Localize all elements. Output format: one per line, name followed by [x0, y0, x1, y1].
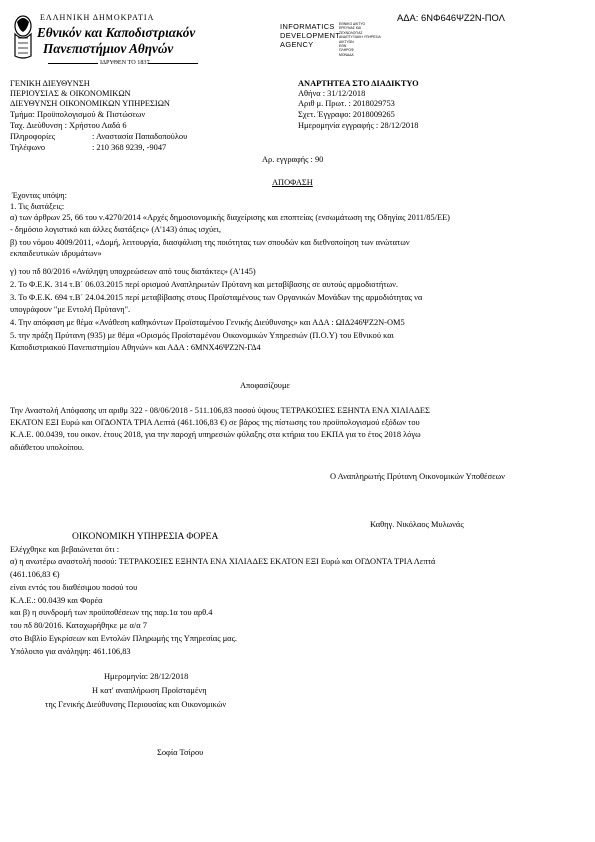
- considering: Έχοντας υπόψη:: [12, 191, 67, 200]
- service-signature-title: Η κατ' αναπλήρωση Προϊσταμένη: [92, 686, 207, 695]
- vice-rector-title: Ο Αναπληρωτής Πρύτανη Οικονομικών Υποθέσεων: [330, 472, 505, 481]
- service-line: Υπόλοιπο για ανάληψη: 461.106,83: [10, 647, 131, 656]
- service-date: Ημερομηνία: 28/12/2018: [104, 672, 189, 681]
- stamp-en-line: DEVELOPMENT: [280, 31, 341, 40]
- service-line: Κ.Α.Ε.: 00.0439 και Φορέα: [10, 596, 103, 605]
- service-line: α) η ανωτέρω αναστολή ποσού: ΤΕΤΡΑΚΟΣΙΕΣ ΕΞΗΝΤΑ ΕΝΑ ΧΙΛΙΑΔΕΣ ΕΚΑΤΟΝ ΕΞΙ Ευρώ και ΟΓΔΟΝΤΑ ΤΡΙΑ Λεπτά: [10, 557, 436, 566]
- item-2: 2. Το Φ.Ε.Κ. 314 τ.Β΄ 06.03.2015 περί ορισμού Αναπληρωτών Πρύτανη και μεταβίβασης σε αυτούς αρμοδιοτήτων.: [10, 280, 398, 289]
- provision-c: γ) του πδ 80/2016 «Ανάληψη υποχρεώσεων από τους διατάκτες» (Α'145): [10, 267, 256, 276]
- stamp-en-line: INFORMATICS: [280, 22, 335, 31]
- stamp-gr-line: ΕΘΝΙΚΟ ΔΙΚΤΥΟ: [339, 22, 366, 26]
- city-date: Αθήνα : 31/12/2018: [298, 89, 366, 98]
- org-general-directorate: ΓΕΝΙΚΗ ΔΙΕΥΘΥΝΣΗ: [10, 79, 90, 88]
- stamp-gr-line: ΕΘΝ: [339, 44, 347, 49]
- vice-rector-name: Καθηγ. Νικόλαος Μυλωνάς: [370, 520, 464, 529]
- stamp-gr-line: ΔΙΚΤΥΩΝ: [339, 39, 354, 44]
- registration-date: Ημερομηνία εγγραφής : 28/12/2018: [298, 121, 419, 130]
- service-line: και β) η συνδρομή των προϋποθέσεων της παρ.1α του αρθ.4: [10, 608, 213, 617]
- service-signature-unit: της Γενικής Διεύθυνσης Περιουσίας και Οικονομικών: [45, 700, 227, 709]
- phone-label: Τηλέφωνο: [10, 143, 46, 152]
- info-value: : Αναστασία Παπαδοπούλου: [92, 132, 188, 141]
- org-property-finance: ΠΕΡΙΟΥΣΙΑΣ & ΟΙΚΟΝΟΜΙΚΩΝ: [10, 89, 131, 98]
- registration-number: Αρ. εγγραφής : 90: [262, 155, 324, 164]
- info-label: Πληροφορίες: [10, 132, 56, 141]
- we-decide: Αποφασίζουμε: [240, 381, 290, 390]
- provisions-heading: 1. Τις διατάξεις:: [10, 202, 65, 211]
- logo-founded: ΙΔΡΥΘΕΝ ΤΟ 1837: [100, 59, 150, 66]
- logo-divider-left: [48, 63, 98, 64]
- provision-b-cont: εκπαιδευτικών ιδρυμάτων»: [10, 249, 102, 258]
- ada-code: ΑΔΑ: 6ΝΦ646ΨΖ2Ν-ΠΟΛ: [397, 12, 505, 23]
- provision-a-cont: - δημόσιο λογιστικό και άλλες διατάξεις» (Α'143) όπως ισχύει,: [10, 225, 221, 234]
- logo-hellenic-republic: ΕΛΛΗΝΙΚΗ ΔΗΜΟΚΡΑΤΙΑ: [40, 13, 155, 22]
- provision-b: β) του νόμου 4009/2011, «Δομή, λειτουργία, διασφάλιση της ποιότητας των σπουδών και διεθνοποίηση των ανώτατων: [10, 238, 410, 247]
- service-line: του πδ 80/2016. Καταχωρήθηκε με α/α 7: [10, 621, 147, 630]
- item-3: 3. Το Φ.Ε.Κ. 694 τ.Β΄ 24.04.2015 περί μεταβίβασης στους Προϊσταμένους των Οργανικών Μονάδων της αρμοδιότητας να: [10, 293, 423, 302]
- service-line: Ελέγχθηκε και βεβαιώνεται ότι :: [10, 545, 120, 554]
- related-document: Σχετ. Έγγραφο: 2018009265: [298, 110, 395, 119]
- item-5: 5. την πράξη Πρύτανη (935) με θέμα «Ορισμός Προϊσταμένου Οικονομικών Υπηρεσιών (Π.Ο.Υ) του Εθνικού και: [10, 331, 394, 340]
- service-line: στο Βιβλίο Εγκρίσεων και Εντολών Πληρωμής της Υπηρεσίας μας.: [10, 634, 237, 643]
- stamp-gr-line: ΤΕΧΝΟΛΟΓΙΑΣ: [339, 30, 363, 35]
- item-4: 4. Την απόφαση με θέμα «Ανάθεση καθηκόντων Προϊσταμένου Γενικής Διεύθυνσης» και ΑΔΑ : ΩΙΔ246ΨΖ2Ν-ΟΜ5: [10, 318, 405, 327]
- decision-title: ΑΠΟΦΑΣΗ: [272, 178, 313, 187]
- item-5-cont: Καποδιστριακού Πανεπιστημίου Αθηνών» και ΑΔΑ : 6ΜΝΧ46ΨΖ2Ν-ΓΔ4: [10, 343, 261, 352]
- protocol-number: Αριθ μ. Πρωτ. : 2018029753: [298, 99, 395, 108]
- stamp-gr-line: ΠΛΗΡΟΦ: [339, 48, 354, 53]
- org-finance-directorate: ΔΙΕΥΘΥΝΣΗ ΟΙΚΟΝΟΜΙΚΩΝ ΥΠΗΡΕΣΙΩΝ: [10, 99, 170, 108]
- service-line: (461.106,83 €): [10, 570, 60, 579]
- org-department: Τμήμα: Προϋπολογισμού & Πιστώσεων: [10, 110, 146, 119]
- logo-university-line2: Πανεπιστήμιον Αθηνών: [43, 41, 174, 56]
- logo-university-line1: Εθνικόν και Καποδιστριακόν: [37, 25, 196, 40]
- stamp-en-line: AGENCY: [280, 40, 314, 49]
- stamp-gr-line: ΕΡΕΥΝΑΣ ΚΑΙ: [339, 26, 362, 31]
- publish-online-heading: ΑΝΑΡΤΗΤΕΑ ΣΤΟ ΔΙΑΔΙΚΤΥΟ: [298, 79, 419, 88]
- service-signer-name: Σοφία Τσίρου: [157, 748, 204, 757]
- decision-body-line: Την Αναστολή Απόφασης υπ αριθμ 322 - 08/06/2018 - 511.106,83 ποσού ύψους ΤΕΤΡΑΚΟΣΙΕΣ ΕΞΗΝΤΑ ΕΝΑ ΧΙΛΙΑΔΕΣ: [10, 406, 430, 415]
- decision-body-line: αδιάθετου υπολοίπου.: [10, 443, 85, 452]
- decision-body-line: Κ.Α.Ε. 00.0439, του οικον. έτους 2018, για την παροχή υπηρεσιών φύλαξης στα κτήρια του ΕΚΠΑ για το έτος 2018 λόγω: [10, 430, 421, 439]
- stamp-gr-line: ΜΟΝΑΔΑ: [339, 52, 354, 57]
- org-address: Ταχ. Διεύθυνση : Χρήστου Λαδά 6: [10, 121, 127, 130]
- logo-divider-right: [148, 63, 198, 64]
- university-emblem-icon: [9, 12, 37, 62]
- service-title: ΟΙΚΟΝΟΜΙΚΗ ΥΠΗΡΕΣΙΑ ΦΟΡΕΑ: [72, 531, 219, 542]
- provision-a: α) των άρθρων 25, 66 του ν.4270/2014 «Αρχές δημοσιονομικής διαχείρισης και εποπτείας (ενσωμάτωση της Οδηγίας 2011/85/ΕΕ): [10, 213, 450, 222]
- stamp-gr-line: ΑΝΑΠΤΥΞΙΑΚΗ ΥΠΗΡΕΣΙΑ: [339, 35, 381, 40]
- ida-stamp-english: [280, 22, 340, 49]
- item-3-cont: υπογράφουν "με Εντολή Πρύτανη".: [10, 305, 131, 314]
- phone-value: : 210 368 9239, -9047: [92, 143, 167, 152]
- ida-stamp-greek: [339, 22, 381, 57]
- decision-body-line: ΕΚΑΤΟΝ ΕΞΙ Ευρώ και ΟΓΔΟΝΤΑ ΤΡΙΑ Λεπτά (461.106,83 €) σε βάρος της πίστωσης του προϋπολογισμού εξόδων του: [10, 418, 420, 427]
- service-line: είναι εντός του διαθέσιμου ποσού του: [10, 583, 138, 592]
